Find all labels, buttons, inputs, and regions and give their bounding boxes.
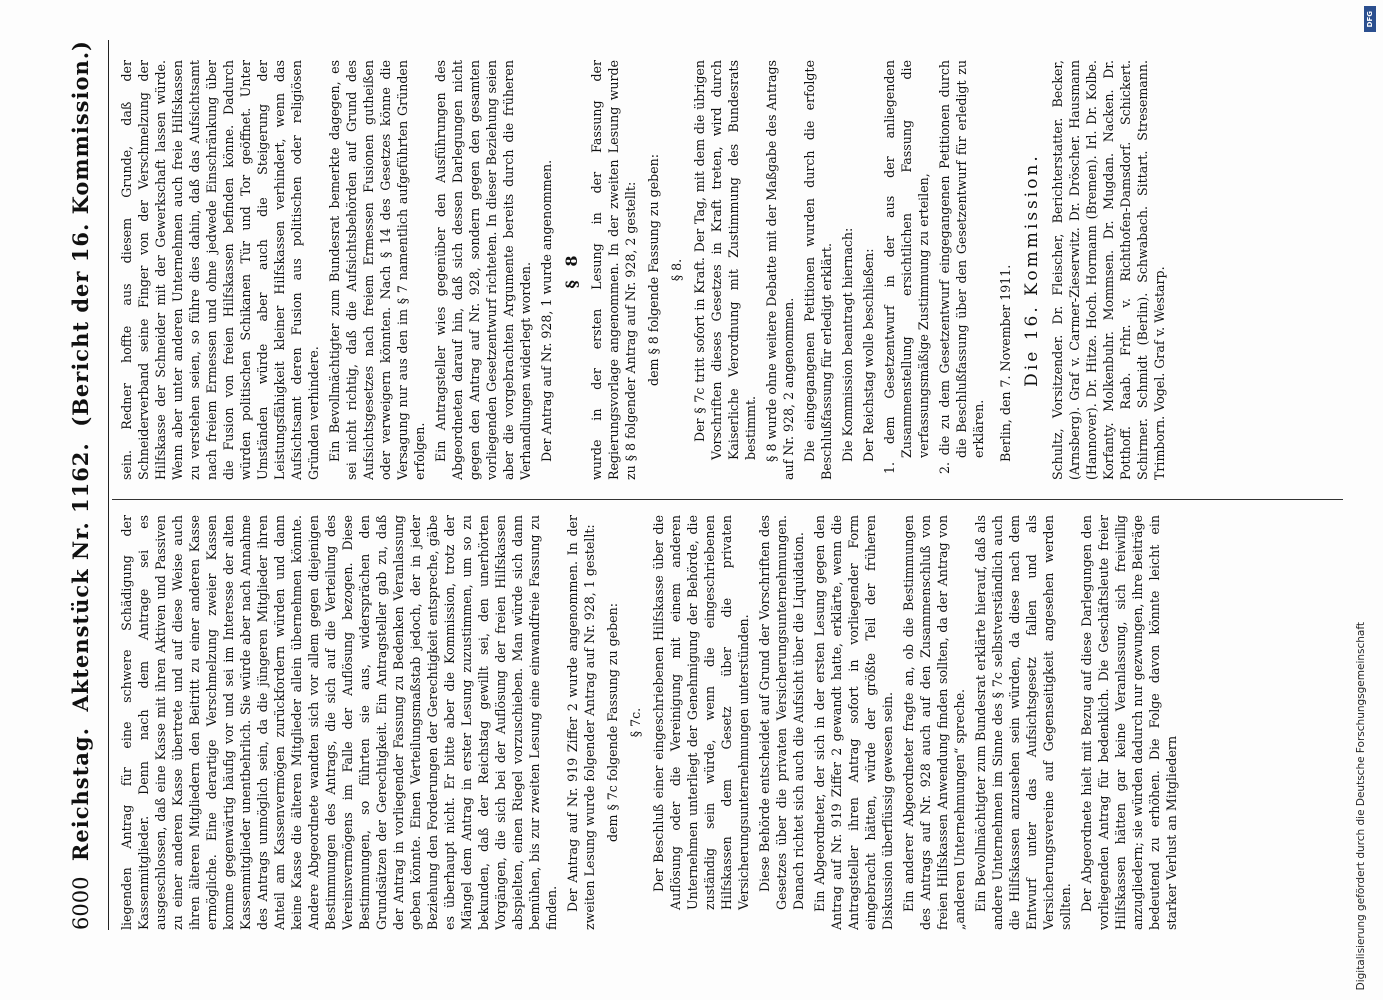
left-paragraph-7: Der Abgeordnete hielt mit Bezug auf diese Darlegungen den vorliegenden Antrag für bedenklich. Die Geschäftsleute freier Hilfskassen hätten gar keine Veranlassung, sich freiwillig anzugliedern; sie würden dadurch nur gezwungen, ihre Beiträge bedeutend zu erhöhen. Die Folge davon könnte leicht ein starker Verlust an Mitgliedern (1079, 515, 1179, 930)
header-left-title: Reichstag. (68, 727, 93, 862)
left-paragraph-1: liegenden Antrag für eine schwere Schädigung der Kassenmitglieder. Denn nach dem Antrage sei es ausgeschlossen, daß eine Kasse mit ihren Aktiven und Passiven zu einer anderen Kasse übertrete und auf diese Weise auch ihren älteren Mitgliedern den Beitritt zu einer anderen Kasse ermögliche. Eine derartige Verschmelzung zweier Kassen komme gegenwärtig häufig vor und sei im Interesse der alten Kassenmitglieder unentbehrlich. Sie würde aber nach Annahme des Antrags unmöglich sein, da die jüngeren Mitglieder ihren Anteil am Kassenvermögen zurückfordern würden und dann keine Kasse die älteren Mitglieder allein übernehmen könnte. Andere Abgeordnete wandten sich vor allem gegen diejenigen Bestimmungen des Antrags, die sich auf die Verteilung des Vereinsvermögens im Falle der Auflösung bezogen. Diese Bestimmungen, so führten sie aus, widersprächen den Grundsätzen der Gerechtigkeit. Ein Antragsteller gab zu, daß der Antrag in vorliegender Fassung zu Bedenken Veranlassung geben könnte. Einen Verteilungsmaßstab jedoch, der in jeder Beziehung den Forderungen der Gerechtigkeit entspreche, gäbe es überhaupt nicht. Er bitte aber die Kommission, trotz der Mängel dem Antrag in erster Lesung zuzustimmen, um so zu bekunden, daß der Reichstag gewillt sei, den unerhörten Vorgängen, die sich bei der Auflösung der freien Hilfskassen abspielten, einen Riegel vorzuschieben. Man würde sich dann bemühen, bis zur zweiten Lesung eine einwandfreie Fassung zu finden. (119, 515, 559, 930)
right-paragraph-6: dem § 8 folgende Fassung zu geben: (646, 154, 661, 386)
right-paragraph-9: Die Kommission beantragt hiernach: (840, 227, 855, 462)
left-paragraph-3: dem § 7c folgende Fassung zu geben: (605, 603, 620, 842)
commission-title: Die 16. Kommission. (1022, 153, 1042, 387)
right-paragraph-7: § 8 wurde ohne weitere Debatte mit der Maßgabe des Antrags auf Nr. 928, 2 angenommen. (764, 60, 796, 480)
right-paragraph-8: Die eingegangenen Petitionen wurden durch die erfolgte Beschlußfassung für erledigt erklärt. (802, 60, 834, 480)
right-paragraph-5: wurde in der ersten Lesung in der Fassung der Regierungsvorlage angenommen. In der zweiten Lesung wurde zu § 8 folgender Antrag auf Nr. 928, 2 gestellt: (589, 60, 638, 480)
section-7c-heading: § 7c. (628, 707, 643, 738)
left-paragraph-5: Ein anderer Abgeordneter fragte an, ob die Bestimmungen des Antrags auf Nr. 928 auch auf den Zusammenschluß von freien Hilfskassen Anwendung finden sollten, da der Antrag von „anderen Unternehmungen“ spreche. (901, 515, 967, 930)
quote-7c-2: Diese Behörde entscheidet auf Grund der Vorschriften des Gesetzes über die privaten Versicherungsunternehmungen. Danach richtet sich auch die Aufsicht über die Liquidation. (757, 515, 806, 910)
dfg-logo-icon (1364, 6, 1376, 32)
resolution-item-2: 2. die zu dem Gesetzentwurf eingegangenen Petitionen durch die Beschlußfassung über den Gesetzentwurf für erledigt zu erklären. (937, 60, 986, 474)
header-right-title: (Bericht der 16. Kommission.) (68, 40, 93, 427)
section-8-quote-heading: § 8. (669, 258, 684, 282)
right-paragraph-1: sein. Redner hoffte aus diesem Grunde, daß der Schneiderverband seine Finger von der Verschmelzung der Hilfskasse der Schneider mit der Gewerkschaft lassen würde. Wenn aber unter anderen Unternehmen auch freie Hilfskassen zu verstehen seien, so führe dies dahin, daß das Aufsichtsamt nach freiem Ermessen und ohne jedwede Einschränkung über die Fusion von freien Hilfskassen befinden könne. Dadurch würden politischen Schikanen Tür und Tor geöffnet. Unter Umständen würde aber auch die Steigerung der Leistungsfähigkeit kleiner Hilfskassen verhindert, wenn das Aufsichtsamt deren Fusion aus politischen oder religiösen Gründen verhindere. (119, 60, 321, 480)
signature-date: Berlin, den 7. November 1911. (998, 264, 1013, 462)
page-number: 6000 (69, 876, 93, 930)
quote-8: Der § 7c tritt sofort in Kraft. Der Tag, mit dem die übrigen Vorschriften dieses Gesetzes in Kraft treten, wird durch Kaiserliche Verordnung mit Zustimmung des Bundesrats bestimmt. (692, 60, 758, 460)
page-header (68, 40, 104, 930)
right-paragraph-2: Ein Bevollmächtigter zum Bundesrat bemerkte dagegen, es sei nicht richtig, daß die Aufsichtsbehörden auf Grund des Aufsichtsgesetzes nach freiem Ermessen Fusionen gutheißen oder verweigern könnten. Nach § 14 des Gesetzes könne die Versagung nur aus den im § 7 namentlich aufgeführten Gründen erfolgen. (327, 60, 427, 480)
left-column (118, 515, 1343, 930)
right-paragraph-3: Ein Antragsteller wies gegenüber den Ausführungen des Abgeordneten darauf hin, daß sich dessen Darlegungen nicht gegen den Antrag auf Nr. 928, sondern gegen den gesamten vorliegenden Gesetzentwurf richteten. In dieser Beziehung seien aber die vorgebrachten Argumente bereits durch die früheren Verhandlungen widerlegt worden. (433, 60, 533, 480)
header-mid-title: Aktenstück Nr. 1162. (68, 442, 93, 712)
column-divider (112, 499, 1343, 500)
resolution-item-1: 1. dem Gesetzentwurf in der aus der anliegenden Zusammenstellung ersichtlichen Fassung die verfassungsmäßige Zustimmung zu erteilen, (882, 60, 931, 474)
section-8-heading: § 8 (562, 251, 581, 289)
credit-sidebar (1353, 0, 1383, 1000)
left-paragraph-2: Der Antrag auf Nr. 919 Ziffer 2 wurde angenommen. In der zweiten Lesung wurde folgender Antrag auf Nr. 928, 1 gestellt: (565, 515, 597, 930)
left-paragraph-4: Ein Abgeordneter, der sich in der ersten Lesung gegen den Antrag auf Nr. 919 Ziffer 2 gewandt hatte, erklärte, wenn die Antragsteller ihren Antrag sofort in vorliegender Form eingebracht hätten, würde der größte Teil der früheren Diskussion überflüssig gewesen sein. (812, 515, 895, 930)
quote-7c-1: Der Beschluß einer eingeschriebenen Hilfskasse über die Auflösung oder die Vereinigung mit einem anderen Unternehmen unterliegt der Genehmigung der Behörde, die zuständig sein würde, wenn die eingeschriebenen Hilfskassen dem Gesetz über die privaten Versicherungsunternehmungen unterstünden. (651, 515, 751, 910)
right-column (118, 60, 1343, 480)
left-paragraph-6: Ein Bevollmächtigter zum Bundesrat erklärte hierauf, daß als andere Unternehmen im Sinne des § 7c selbstverständlich auch die Hilfskassen anzusehen sein würden, da diese nach dem Entwurf unter das Aufsichtsgesetz fallen und als Versicherungsvereine auf Gegenseitigkeit angesehen werden sollten. (973, 515, 1073, 930)
header-rule (108, 40, 109, 930)
right-paragraph-10: Der Reichstag wolle beschließen: (861, 248, 876, 462)
digitization-credit: Digitalisierung gefördert durch die Deutsche Forschungsgemeinschaft (1355, 621, 1367, 990)
commission-members: Schultz, Vorsitzender. Dr. Fleischer, Berichterstatter. Becker, (Arnsberg). Graf v. Carmer-Zieserwitz. Dr. Dröscher. Hausmann (Hannover). Dr. Hitze. Hoch. Hormann (Bremen). Irl. Dr. Kolbe. Korfanty. Molkenbuhr. Mommsen. Dr. Mugdan. Nacken. Dr. Potthoff. Raab. Frhr. v. Richthofen-Damsdorf. Schickert. Schirmer. Schmidt (Berlin). Schwabach. Sittart. Stresemann. Trimborn. Vogel. Graf v. Westarp. (1050, 60, 1167, 480)
right-paragraph-4: Der Antrag auf Nr. 928, 1 wurde angenommen. (539, 159, 554, 462)
dfg-badge-text: DFG (1366, 10, 1374, 28)
